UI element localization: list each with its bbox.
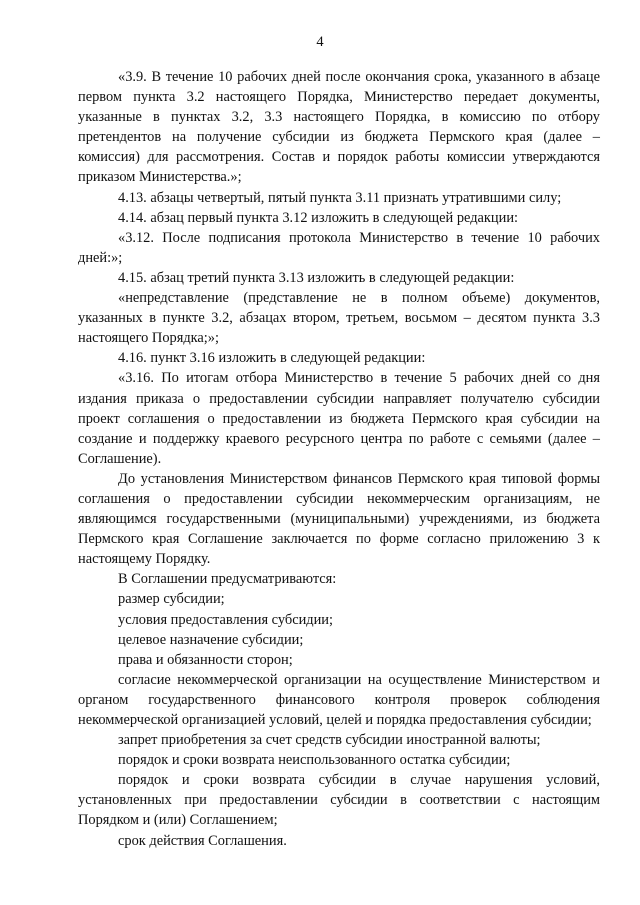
paragraph-non-submission: «непредставление (представление не в полном объеме) документов, указанных в пункте 3.2, абзацах втором, третьем, восьмом – десятом пункта 3.3 настоящего Порядка;»;	[78, 290, 600, 347]
paragraph-4-14: 4.14. абзац первый пункта 3.12 изложить в следующей редакции:	[118, 209, 519, 226]
paragraph-agreement-provisions: В Соглашении предусматриваются:	[118, 571, 337, 588]
paragraph-4-13: 4.13. абзацы четвертый, пятый пункта 3.11 признать утратившими силу;	[118, 189, 562, 206]
list-item: условия предоставления субсидии;	[118, 611, 334, 628]
list-item: размер субсидии;	[118, 591, 225, 608]
list-item: порядок и сроки возврата неиспользованного остатка субсидии;	[118, 752, 511, 769]
paragraph-4-15: 4.15. абзац третий пункта 3.13 изложить в следующей редакции:	[118, 269, 515, 286]
list-item: порядок и сроки возврата субсидии в случае нарушения условий, установленных при предоставлении субсидии в соответствии с настоящим Порядком и (или) Соглашением;	[78, 772, 600, 829]
list-item: запрет приобретения за счет средств субсидии иностранной валюты;	[118, 732, 541, 749]
paragraph-4-16: 4.16. пункт 3.16 изложить в следующей редакции:	[118, 350, 426, 367]
paragraph-agreement-form: До установления Министерством финансов Пермского края типовой формы соглашения о предоставлении субсидии некоммерческим организациям, не являющимся государственными (муниципальными) учреждениями, из бюджета Пермского края Соглашение заключается по форме согласно приложению 3 к настоящему Порядку.	[78, 470, 600, 568]
paragraph-3-9: «3.9. В течение 10 рабочих дней после окончания срока, указанного в абзаце первом пункта 3.2 настоящего Порядка, Министерство передает документы, указанные в пунктах 3.2, 3.3 настоящего Порядка, в комиссию по отбору претендентов на получение субсидии из бюджета Пермского края (далее – комиссия) для рассмотрения. Состав и порядок работы комиссии утверждаются приказом Министерства.»;	[78, 69, 600, 186]
list-item: целевое назначение субсидии;	[118, 631, 304, 648]
paragraph-3-12: «3.12. После подписания протокола Министерство в течение 10 рабочих дней:»;	[78, 229, 600, 266]
list-item: срок действия Соглашения.	[118, 832, 287, 849]
list-item: согласие некоммерческой организации на осуществление Министерством и органом государственного финансового контроля проверок соблюдения некоммерческой организацией условий, целей и порядка предоставления субсидии;	[78, 671, 600, 728]
paragraph-3-16: «3.16. По итогам отбора Министерство в течение 5 рабочих дней со дня издания приказа о предоставлении субсидии направляет получателю субсидии проект соглашения о предоставлении из бюджета Пермского края субсидии на создание и поддержку краевого ресурсного центра по работе с семьями (далее – Соглашение).	[78, 370, 600, 467]
list-item: права и обязанности сторон;	[118, 651, 293, 668]
document-body	[78, 67, 600, 851]
page-number: 4	[316, 34, 324, 50]
